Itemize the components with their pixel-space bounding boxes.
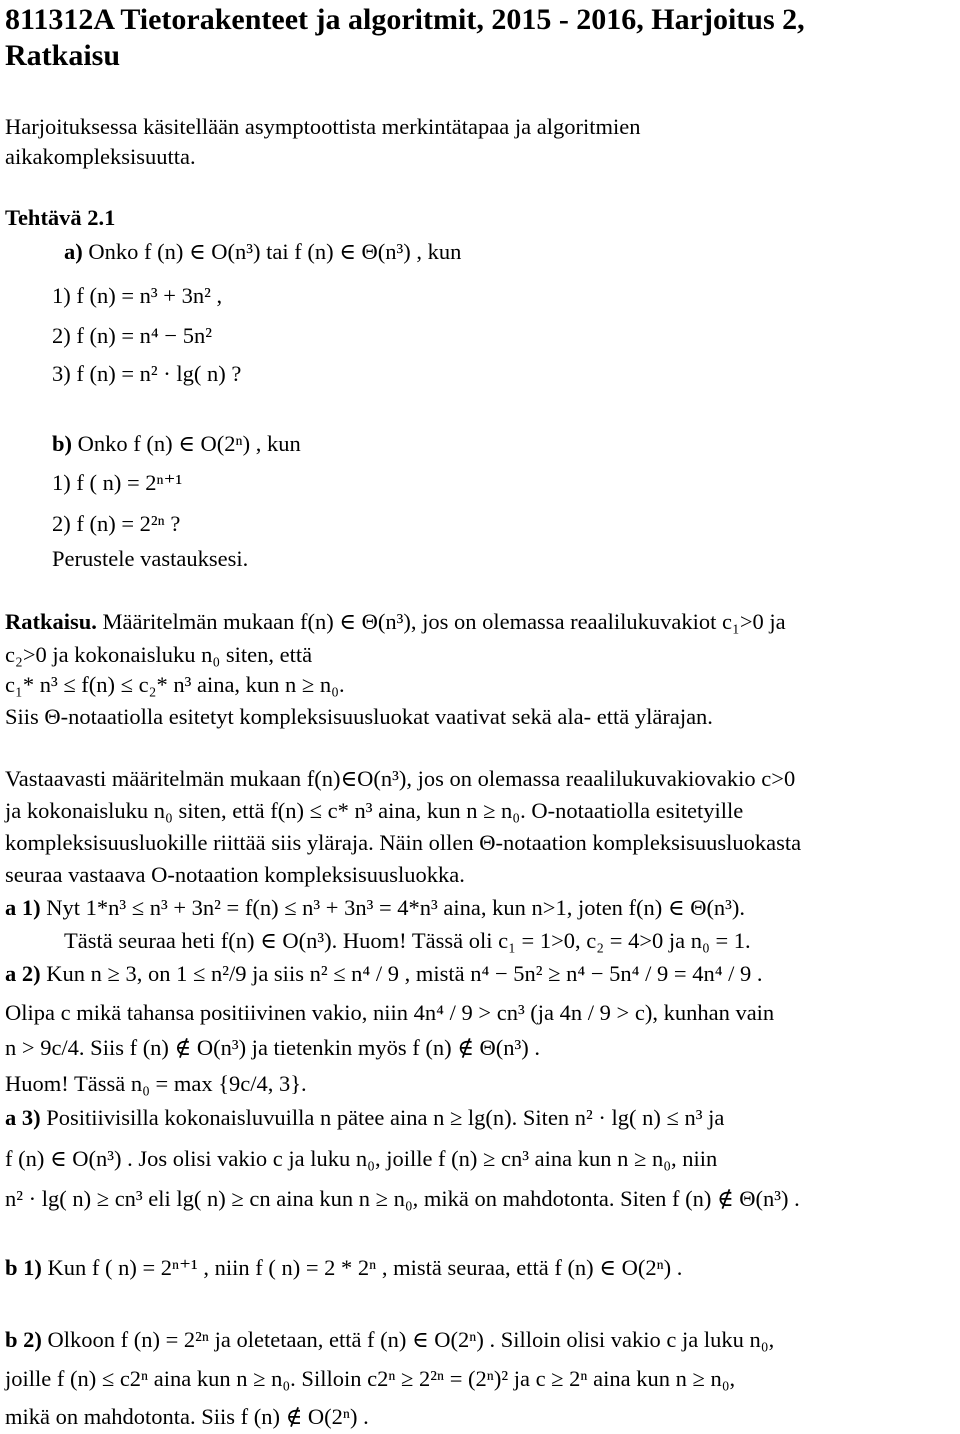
solution-line-1 bbox=[5, 608, 786, 636]
label-b1: b 1) bbox=[5, 1255, 42, 1280]
label-a3: a 3) bbox=[5, 1105, 41, 1130]
solution-b1-line bbox=[5, 1254, 682, 1282]
solution-b1-line-text: Kun f ( n) = 2ⁿ⁺¹ , niin f ( n) = 2 * 2ⁿ , mistä seuraa, että f (n) ∈ O(2ⁿ) . bbox=[41, 1255, 683, 1280]
solution-label: Ratkaisu. bbox=[5, 609, 97, 634]
solution-line-2: c₂>0 ja kokonaisluku n₀ siten, että bbox=[5, 642, 313, 667]
task-a-question-text: Onko f (n) ∈ O(n³) tai f (n) ∈ Θ(n³) , kun bbox=[82, 239, 462, 264]
solution-a1-line-1 bbox=[5, 894, 745, 922]
label-b2: b 2) bbox=[5, 1327, 42, 1352]
solution-a3-line-1 bbox=[5, 1104, 724, 1132]
task-justify: Perustele vastauksesi. bbox=[52, 546, 249, 571]
label-a2: a 2) bbox=[5, 961, 41, 986]
solution-line-8: seuraa vastaava O-notaation kompleksisuusluokka. bbox=[5, 862, 465, 887]
intro-line-2: aikakompleksisuutta. bbox=[5, 144, 196, 169]
solution-line-7: kompleksisuusluokille riittää siis yläraja. Näin ollen Θ-notaation kompleksisuusluokasta bbox=[5, 830, 802, 855]
solution-a2-line-2: Olipa c mikä tahansa positiivinen vakio, niin 4n⁴ / 9 > cn³ (ja 4n / 9 > c), kunhan vain bbox=[5, 1000, 775, 1025]
solution-b2-line-1-text: Olkoon f (n) = 2²ⁿ ja oletetaan, että f (n) ∈ O(2ⁿ) . Silloin olisi vakio c ja luku n₀, bbox=[41, 1327, 775, 1352]
solution-a3-line-1-text: Positiivisilla kokonaisluvuilla n pätee aina n ≥ lg(n). Siten n² · lg( n) ≤ n³ ja bbox=[40, 1105, 725, 1130]
intro-line-1: Harjoituksessa käsitellään asymptoottista merkintätapaa ja algoritmien bbox=[5, 114, 641, 139]
task-a-item-2: 2) f (n) = n⁴ − 5n² bbox=[52, 323, 212, 348]
solution-line-1-text: Määritelmän mukaan f(n) ∈ Θ(n³), jos on olemassa reaalilukuvakiot c₁>0 ja bbox=[96, 609, 786, 634]
solution-a2-line-1-text: Kun n ≥ 3, on 1 ≤ n²/9 ja siis n² ≤ n⁴ / 9 , mistä n⁴ − 5n² ≥ n⁴ − 5n⁴ / 9 = 4n⁴ / 9 . bbox=[40, 961, 763, 986]
solution-line-6: ja kokonaisluku n₀ siten, että f(n) ≤ c* n³ aina, kun n ≥ n₀. O-notaatiolla esitetyille bbox=[5, 798, 744, 823]
solution-a2-line-4: Huom! Tässä n₀ = max {9c/4, 3}. bbox=[5, 1071, 307, 1096]
task-b-item-2: 2) f (n) = 2²ⁿ ? bbox=[52, 511, 181, 536]
label-a: a) bbox=[64, 239, 83, 264]
label-a1: a 1) bbox=[5, 895, 41, 920]
solution-a3-line-2: f (n) ∈ O(n³) . Jos olisi vakio c ja luku n₀, joille f (n) ≥ cn³ aina kun n ≥ n₀, niin bbox=[5, 1146, 718, 1171]
task-a-question bbox=[64, 238, 461, 266]
solution-line-4: Siis Θ-notaatiolla esitetyt kompleksisuusluokat vaativat sekä ala- että ylärajan. bbox=[5, 704, 713, 729]
solution-b2-line-2: joille f (n) ≤ c2ⁿ aina kun n ≥ n₀. Silloin c2ⁿ ≥ 2²ⁿ = (2ⁿ)² ja c ≥ 2ⁿ aina kun n ≥ n₀, bbox=[5, 1366, 736, 1391]
solution-line-5: Vastaavasti määritelmän mukaan f(n)∈O(n³), jos on olemassa reaalilukuvakiovakio c>0 bbox=[5, 766, 796, 791]
solution-a1-line-1-text: Nyt 1*n³ ≤ n³ + 3n² = f(n) ≤ n³ + 3n³ = 4*n³ aina, kun n>1, joten f(n) ∈ Θ(n³). bbox=[40, 895, 746, 920]
solution-b2-line-3: mikä on mahdotonta. Siis f (n) ∉ O(2ⁿ) . bbox=[5, 1404, 369, 1429]
task-b-item-1: 1) f ( n) = 2ⁿ⁺¹ bbox=[52, 470, 183, 495]
document-title-line-1: 811312A Tietorakenteet ja algoritmit, 2015 - 2016, Harjoitus 2, bbox=[5, 3, 805, 36]
solution-line-3: c₁* n³ ≤ f(n) ≤ c₂* n³ aina, kun n ≥ n₀. bbox=[5, 672, 345, 697]
task-a-item-3: 3) f (n) = n² · lg( n) ? bbox=[52, 361, 242, 386]
task-b-question-text: Onko f (n) ∈ O(2ⁿ) , kun bbox=[72, 431, 301, 456]
solution-a3-line-3: n² · lg( n) ≥ cn³ eli lg( n) ≥ cn aina kun n ≥ n₀, mikä on mahdotonta. Siten f (n) ∉ Θ(n³) . bbox=[5, 1186, 800, 1211]
task-heading: Tehtävä 2.1 bbox=[5, 205, 116, 230]
task-b-question bbox=[52, 430, 301, 458]
document-title-line-2: Ratkaisu bbox=[5, 39, 121, 72]
task-a-item-1: 1) f (n) = n³ + 3n² , bbox=[52, 283, 223, 308]
solution-a2-line-3: n > 9c/4. Siis f (n) ∉ O(n³) ja tietenkin myös f (n) ∉ Θ(n³) . bbox=[5, 1035, 541, 1060]
solution-a1-line-2: Tästä seuraa heti f(n) ∈ O(n³). Huom! Tässä oli c₁ = 1>0, c₂ = 4>0 ja n₀ = 1. bbox=[64, 928, 751, 953]
solution-a2-line-1 bbox=[5, 960, 763, 988]
label-b: b) bbox=[52, 431, 73, 456]
solution-b2-line-1 bbox=[5, 1326, 774, 1354]
